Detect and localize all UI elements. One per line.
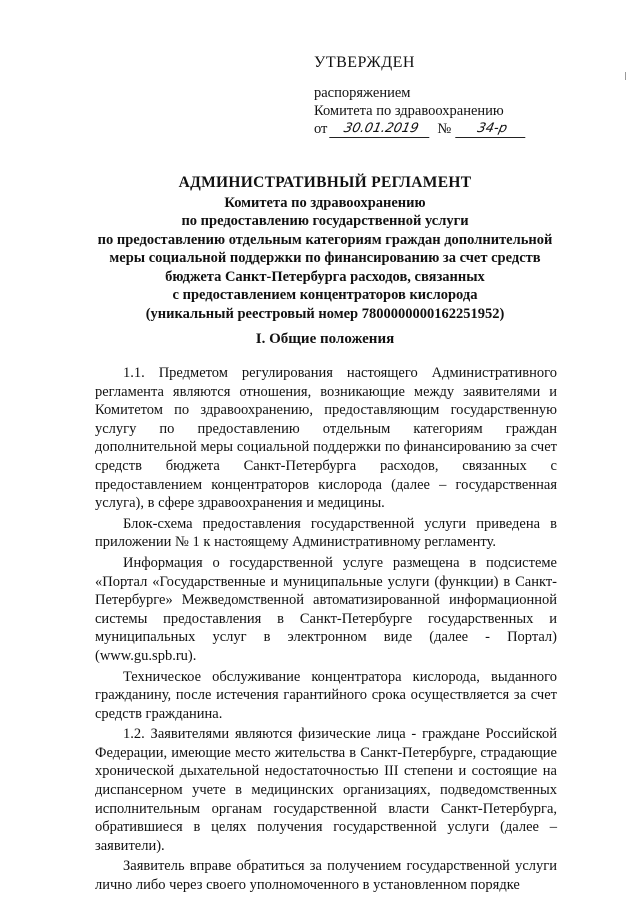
date-prefix: от [314,121,328,137]
number-prefix: № [437,121,452,137]
handwritten-number: 34-р [455,121,529,138]
approval-date-line [314,120,614,138]
title-line: по предоставлению отдельным категориям граждан дополнительной [97,231,553,248]
title-line: меры социальной поддержки по финансированию за счет средств [109,250,541,266]
title-line: Комитета по здравоохранению [224,194,426,211]
paragraph: Информация о государственной услуге размещена в подсистеме «Портал «Государственные и муниципальные услуги (функции) в Санкт-Петербурге» Межведомственной автоматизированной информационной системы предоставления в Санкт-Петербурге государственных и муниципальных услуг в электронном виде (далее - Портал) (www.gu.spb.ru). [95,554,557,664]
approval-line-2: Комитета по здравоохранению [314,103,504,119]
approval-block [314,54,614,138]
approval-line-1: распоряжением [314,85,411,101]
regulation-main-title: АДМИНИСТРАТИВНЫЙ РЕГЛАМЕНТ [178,174,472,191]
section-heading: I. Общие положения [255,331,395,347]
title-line: по предоставлению государственной услуги [181,213,469,229]
document-body [95,364,557,897]
paragraph: Блок-схема предоставления государственной услуги приведена в приложении № 1 к настоящему Административному регламенту. [95,515,557,551]
paragraph: Заявитель вправе обратиться за получением государственной услуги лично либо через своего уполномоченного в установленном порядке [95,858,557,894]
regulation-title-block [60,174,590,323]
paragraph: 1.1. Предметом регулирования настоящего Административного регламента являются отношения, возникающие между заявителями и Комитетом по здравоохранению, предоставляющим государственную услугу по предоставлению отдельным категориям граждан дополнительной меры социальной поддержки по финансированию за счет средств бюджета Санкт-Петербурга расходов, связанных с предоставлением концентраторов кислорода (далее – государственная услуга), в сфере здравоохранения и медицины. [95,365,557,512]
scan-edge-mark [625,72,626,80]
paragraph: Техническое обслуживание концентратора кислорода, выданного гражданину, после истечения гарантийного срока осуществляется за счет средств гражданина. [95,668,557,722]
handwritten-date: 30.01.2019 [330,121,434,138]
title-line: (уникальный реестровый номер 7800000000162251952) [145,305,505,322]
title-line: бюджета Санкт-Петербурга расходов, связанных [165,268,485,285]
title-line: с предоставлением концентраторов кислорода [172,287,478,303]
paragraph: 1.2. Заявителями являются физические лица - граждане Российской Федерации, имеющие место жительства в Санкт-Петербурге, страдающие хронической дыхательной недостаточностью III степени и состоящие на диспансерном учете в медицинских организациях, подведомственных исполнительным органам государственной власти Санкт-Петербурга, обратившиеся в целях получения государственной услуги (далее – заявители). [95,726,557,854]
approval-stamp: УТВЕРЖДЕН [314,54,415,71]
